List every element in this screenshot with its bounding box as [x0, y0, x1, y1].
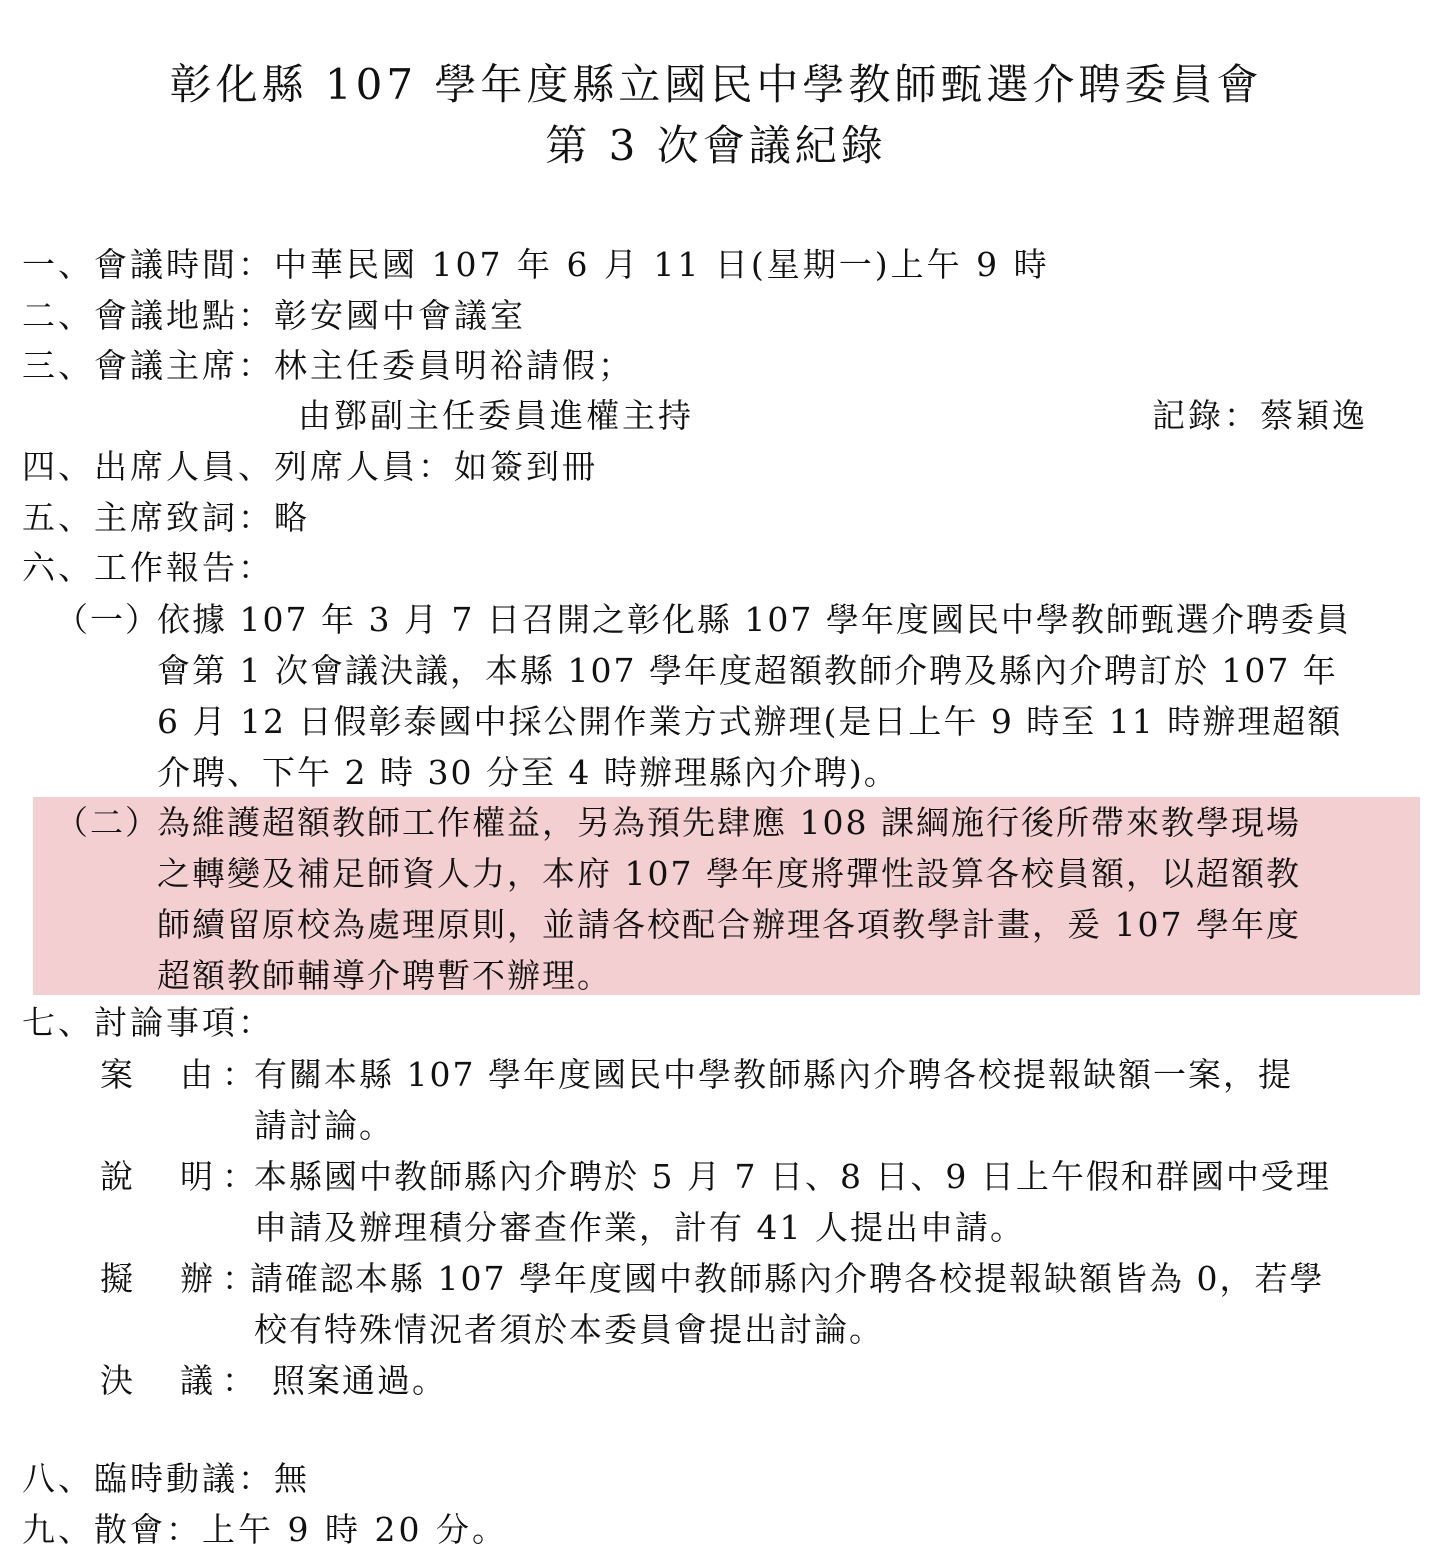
discussion-heading: 七、討論事項： — [22, 1003, 274, 1042]
case-label-char: 案 — [100, 1055, 133, 1094]
report-item-2-line: 超額教師輔導介聘暫不辦理。 — [157, 956, 612, 995]
meeting-chair-substitute: 由鄧副主任委員進權主持 — [298, 396, 694, 435]
meeting-place: 二、會議地點：彰安國中會議室 — [22, 296, 526, 335]
case-label-char: ： — [222, 1055, 255, 1094]
proposal-line: 校有特殊情況者須於本委員會提出討論。 — [254, 1310, 884, 1349]
resolution-label-char: 決 — [100, 1361, 133, 1400]
proposal-text — [250, 1253, 1324, 1355]
case-line: 有關本縣 107 學年度國民中學教師縣內介聘各校提報缺額一案，提 — [254, 1055, 1293, 1094]
explain-label-char: 明 — [180, 1157, 213, 1196]
case-text — [254, 1049, 1293, 1151]
extempore-motions: 八、臨時動議：無 — [22, 1459, 310, 1498]
adjournment: 九、散會：上午 9 時 20 分。 — [22, 1510, 508, 1549]
proposal-label-char: 擬 — [100, 1259, 133, 1298]
document-subtitle: 第 3 次會議紀錄 — [545, 121, 887, 170]
case-line: 請討論。 — [254, 1106, 394, 1145]
report-item-2-line: 師續留原校為處理原則，並請各校配合辦理各項教學計畫，爰 107 學年度 — [157, 905, 1301, 944]
meeting-chair: 三、會議主席：林主任委員明裕請假； — [22, 346, 634, 385]
document-title: 彰化縣 107 學年度縣立國民中學教師甄選介聘委員會 — [169, 60, 1263, 109]
attendees: 四、出席人員、列席人員：如簽到冊 — [22, 447, 598, 486]
resolution-label-char: ： — [222, 1361, 255, 1400]
report-item-2 — [157, 797, 1301, 1001]
explain-line: 申請及辦理積分審查作業，計有 41 人提出申請。 — [254, 1208, 1025, 1247]
explain-label-char: 說 — [100, 1157, 133, 1196]
chair-speech: 五、主席致詞：略 — [22, 498, 310, 537]
recorder: 記錄：蔡穎逸 — [1152, 396, 1368, 435]
report-item-2-line: 為維護超額教師工作權益，另為預先肆應 108 課綱施行後所帶來教學現場 — [157, 803, 1301, 842]
report-item-1-label: （一） — [55, 600, 160, 639]
case-label-char: 由 — [180, 1055, 213, 1094]
resolution-label-char: 議 — [180, 1361, 213, 1400]
proposal-line: 請確認本縣 107 學年度國中教師縣內介聘各校提報缺額皆為 0，若學 — [250, 1259, 1325, 1298]
report-item-1 — [157, 594, 1351, 798]
explain-label-char: ： — [222, 1157, 255, 1196]
explain-text — [254, 1151, 1331, 1253]
report-item-1-line: 6 月 12 日假彰泰國中採公開作業方式辦理(是日上午 9 時至 11 時辦理超額 — [157, 702, 1343, 741]
report-item-1-line: 會第 1 次會議決議，本縣 107 學年度超額教師介聘及縣內介聘訂於 107 年 — [157, 651, 1338, 690]
report-item-2-label: （二） — [55, 803, 160, 842]
report-item-2-line: 之轉變及補足師資人力，本府 107 學年度將彈性設算各校員額，以超額教 — [157, 854, 1301, 893]
proposal-label-char: ： — [222, 1259, 255, 1298]
explain-line: 本縣國中教師縣內介聘於 5 月 7 日、8 日、9 日上午假和群國中受理 — [254, 1157, 1331, 1196]
report-item-1-line: 介聘、下午 2 時 30 分至 4 時辦理縣內介聘)。 — [157, 753, 899, 792]
resolution-line: 照案通過。 — [272, 1361, 447, 1400]
proposal-label-char: 辦 — [180, 1259, 213, 1298]
work-report-heading: 六、工作報告： — [22, 548, 274, 587]
meeting-time: 一、會議時間：中華民國 107 年 6 月 11 日(星期一)上午 9 時 — [22, 245, 1050, 284]
report-item-1-line: 依據 107 年 3 月 7 日召開之彰化縣 107 學年度國民中學教師甄選介聘委員 — [157, 600, 1351, 639]
resolution-text — [272, 1355, 447, 1406]
